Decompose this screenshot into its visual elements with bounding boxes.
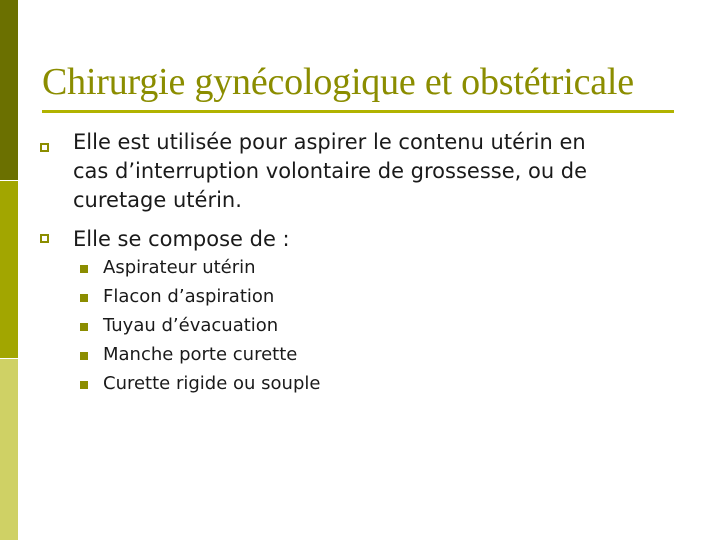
hollow-square-bullet-icon [40, 234, 49, 243]
hollow-square-bullet-icon [40, 143, 49, 152]
bullet-text [73, 128, 673, 215]
sub-bullet-item: Flacon d’aspiration [103, 286, 275, 307]
filled-square-bullet-icon [80, 381, 88, 389]
bullet-line: Elle est utilisée pour aspirer le contenu utérin en [73, 130, 586, 154]
bullet-line: Elle se compose de : [73, 227, 290, 251]
filled-square-bullet-icon [80, 294, 88, 302]
sub-bullet-item: Tuyau d’évacuation [103, 315, 279, 336]
side-bar-segment-bottom [0, 359, 18, 540]
filled-square-bullet-icon [80, 352, 88, 360]
sub-bullet-item: Aspirateur utérin [103, 257, 256, 278]
side-bar-segment-top [0, 0, 18, 181]
side-bar-divider [0, 180, 18, 181]
title-underline [42, 110, 674, 113]
sub-bullet-item: Manche porte curette [103, 344, 298, 365]
bullet-line: curetage utérin. [73, 188, 242, 212]
decorative-side-bar [0, 0, 18, 540]
bullet-text [73, 225, 673, 254]
sub-bullet-item: Curette rigide ou souple [103, 373, 321, 394]
side-bar-segment-middle [0, 181, 18, 359]
filled-square-bullet-icon [80, 265, 88, 273]
side-bar-divider [0, 358, 18, 359]
bullet-line: cas d’interruption volontaire de grossesse, ou de [73, 159, 588, 183]
slide-title: Chirurgie gynécologique et obstétricale [42, 61, 634, 103]
filled-square-bullet-icon [80, 323, 88, 331]
